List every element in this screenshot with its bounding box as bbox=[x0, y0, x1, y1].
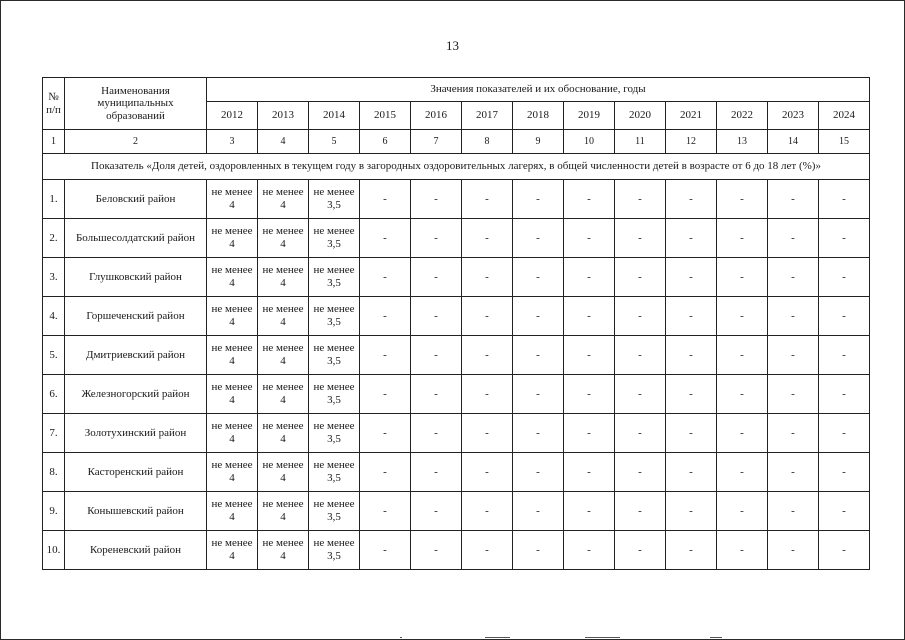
empty-value: - bbox=[411, 258, 462, 297]
empty-value: - bbox=[360, 336, 411, 375]
empty-value: - bbox=[615, 453, 666, 492]
empty-value: - bbox=[411, 492, 462, 531]
empty-value: - bbox=[360, 297, 411, 336]
empty-value: - bbox=[768, 531, 819, 570]
empty-value: - bbox=[513, 297, 564, 336]
empty-value: - bbox=[615, 219, 666, 258]
indicator-value: не менее 4 bbox=[207, 258, 258, 297]
header-row-top bbox=[43, 78, 870, 102]
indicator-value: не менее 4 bbox=[258, 375, 309, 414]
empty-value: - bbox=[717, 219, 768, 258]
row-number: 8. bbox=[43, 453, 65, 492]
year-header: 2019 bbox=[564, 102, 615, 130]
indicator-value: не менее 3,5 bbox=[309, 336, 360, 375]
column-number: 12 bbox=[666, 130, 717, 154]
table-row bbox=[43, 180, 870, 219]
table-row bbox=[43, 492, 870, 531]
indicator-row bbox=[43, 154, 870, 180]
empty-value: - bbox=[666, 258, 717, 297]
indicator-value: не менее 4 bbox=[207, 219, 258, 258]
column-number: 1 bbox=[43, 130, 65, 154]
empty-value: - bbox=[513, 375, 564, 414]
empty-value: - bbox=[564, 219, 615, 258]
indicator-value: не менее 4 bbox=[207, 297, 258, 336]
indicator-value: не менее 4 bbox=[258, 492, 309, 531]
table-row bbox=[43, 258, 870, 297]
year-header: 2023 bbox=[768, 102, 819, 130]
empty-value: - bbox=[819, 414, 870, 453]
empty-value: - bbox=[462, 453, 513, 492]
empty-value: - bbox=[819, 492, 870, 531]
column-number: 7 bbox=[411, 130, 462, 154]
year-header: 2017 bbox=[462, 102, 513, 130]
empty-value: - bbox=[411, 414, 462, 453]
empty-value: - bbox=[819, 180, 870, 219]
indicator-value: не менее 4 bbox=[207, 414, 258, 453]
empty-value: - bbox=[615, 531, 666, 570]
empty-value: - bbox=[615, 492, 666, 531]
empty-value: - bbox=[564, 531, 615, 570]
empty-value: - bbox=[411, 336, 462, 375]
header-municipality-name: Наименования муниципальных образований bbox=[65, 78, 207, 130]
page-number: 13 bbox=[446, 38, 459, 53]
table-row bbox=[43, 219, 870, 258]
empty-value: - bbox=[513, 531, 564, 570]
column-number: 5 bbox=[309, 130, 360, 154]
indicator-value: не менее 3,5 bbox=[309, 492, 360, 531]
municipality-name: Дмитриевский район bbox=[65, 336, 207, 375]
indicator-value: не менее 4 bbox=[258, 531, 309, 570]
year-header: 2013 bbox=[258, 102, 309, 130]
column-number: 14 bbox=[768, 130, 819, 154]
table-row bbox=[43, 375, 870, 414]
indicator-value: не менее 4 bbox=[207, 453, 258, 492]
row-number: 6. bbox=[43, 375, 65, 414]
year-header: 2012 bbox=[207, 102, 258, 130]
table-row bbox=[43, 297, 870, 336]
row-number: 3. bbox=[43, 258, 65, 297]
empty-value: - bbox=[615, 414, 666, 453]
empty-value: - bbox=[411, 453, 462, 492]
year-header: 2016 bbox=[411, 102, 462, 130]
indicator-value: не менее 4 bbox=[258, 297, 309, 336]
indicator-table bbox=[42, 77, 870, 570]
row-number: 5. bbox=[43, 336, 65, 375]
column-number: 15 bbox=[819, 130, 870, 154]
scan-edge-marks bbox=[0, 635, 905, 638]
indicator-value: не менее 3,5 bbox=[309, 375, 360, 414]
empty-value: - bbox=[717, 414, 768, 453]
indicator-value: не менее 3,5 bbox=[309, 180, 360, 219]
empty-value: - bbox=[411, 180, 462, 219]
row-number: 10. bbox=[43, 531, 65, 570]
municipality-name: Золотухинский район bbox=[65, 414, 207, 453]
year-header: 2022 bbox=[717, 102, 768, 130]
empty-value: - bbox=[768, 258, 819, 297]
empty-value: - bbox=[768, 492, 819, 531]
header-number: № п/п bbox=[43, 78, 65, 130]
empty-value: - bbox=[666, 297, 717, 336]
row-number: 4. bbox=[43, 297, 65, 336]
column-number: 6 bbox=[360, 130, 411, 154]
municipality-name: Кореневский район bbox=[65, 531, 207, 570]
empty-value: - bbox=[513, 219, 564, 258]
empty-value: - bbox=[513, 258, 564, 297]
empty-value: - bbox=[360, 531, 411, 570]
year-header: 2024 bbox=[819, 102, 870, 130]
empty-value: - bbox=[666, 414, 717, 453]
empty-value: - bbox=[819, 297, 870, 336]
header-values-title: Значения показателей и их обоснование, годы bbox=[207, 78, 870, 102]
column-number: 4 bbox=[258, 130, 309, 154]
column-number-row bbox=[43, 130, 870, 154]
empty-value: - bbox=[360, 414, 411, 453]
empty-value: - bbox=[768, 414, 819, 453]
year-header: 2015 bbox=[360, 102, 411, 130]
column-number: 2 bbox=[65, 130, 207, 154]
column-number: 9 bbox=[513, 130, 564, 154]
empty-value: - bbox=[615, 336, 666, 375]
empty-value: - bbox=[615, 258, 666, 297]
empty-value: - bbox=[462, 219, 513, 258]
empty-value: - bbox=[462, 375, 513, 414]
indicator-value: не менее 4 bbox=[258, 414, 309, 453]
empty-value: - bbox=[564, 336, 615, 375]
indicator-value: не менее 4 bbox=[258, 258, 309, 297]
empty-value: - bbox=[717, 336, 768, 375]
empty-value: - bbox=[513, 414, 564, 453]
empty-value: - bbox=[768, 336, 819, 375]
empty-value: - bbox=[564, 258, 615, 297]
indicator-value: не менее 4 bbox=[207, 180, 258, 219]
column-number: 13 bbox=[717, 130, 768, 154]
empty-value: - bbox=[513, 453, 564, 492]
year-header: 2018 bbox=[513, 102, 564, 130]
indicator-value: не менее 3,5 bbox=[309, 453, 360, 492]
empty-value: - bbox=[462, 297, 513, 336]
indicator-value: не менее 3,5 bbox=[309, 219, 360, 258]
empty-value: - bbox=[717, 492, 768, 531]
empty-value: - bbox=[768, 375, 819, 414]
empty-value: - bbox=[717, 453, 768, 492]
empty-value: - bbox=[564, 180, 615, 219]
column-number: 11 bbox=[615, 130, 666, 154]
empty-value: - bbox=[360, 219, 411, 258]
empty-value: - bbox=[666, 336, 717, 375]
empty-value: - bbox=[768, 453, 819, 492]
empty-value: - bbox=[411, 531, 462, 570]
row-number: 9. bbox=[43, 492, 65, 531]
empty-value: - bbox=[717, 297, 768, 336]
column-number: 10 bbox=[564, 130, 615, 154]
empty-value: - bbox=[513, 492, 564, 531]
indicator-value: не менее 4 bbox=[258, 336, 309, 375]
column-number: 8 bbox=[462, 130, 513, 154]
empty-value: - bbox=[615, 297, 666, 336]
indicator-value: не менее 3,5 bbox=[309, 414, 360, 453]
empty-value: - bbox=[666, 492, 717, 531]
empty-value: - bbox=[462, 336, 513, 375]
empty-value: - bbox=[462, 258, 513, 297]
indicator-value: не менее 4 bbox=[207, 492, 258, 531]
empty-value: - bbox=[819, 453, 870, 492]
row-number: 7. bbox=[43, 414, 65, 453]
empty-value: - bbox=[411, 375, 462, 414]
empty-value: - bbox=[462, 492, 513, 531]
indicator-value: не менее 4 bbox=[207, 336, 258, 375]
empty-value: - bbox=[819, 219, 870, 258]
empty-value: - bbox=[411, 219, 462, 258]
empty-value: - bbox=[768, 297, 819, 336]
indicator-value: не менее 4 bbox=[207, 375, 258, 414]
empty-value: - bbox=[411, 297, 462, 336]
empty-value: - bbox=[666, 531, 717, 570]
empty-value: - bbox=[666, 375, 717, 414]
empty-value: - bbox=[564, 453, 615, 492]
empty-value: - bbox=[717, 258, 768, 297]
municipality-name: Горшеченский район bbox=[65, 297, 207, 336]
indicator-value: не менее 3,5 bbox=[309, 258, 360, 297]
table-row bbox=[43, 531, 870, 570]
empty-value: - bbox=[615, 180, 666, 219]
empty-value: - bbox=[360, 180, 411, 219]
indicator-value: не менее 4 bbox=[258, 219, 309, 258]
empty-value: - bbox=[462, 180, 513, 219]
table-row bbox=[43, 414, 870, 453]
row-number: 1. bbox=[43, 180, 65, 219]
indicator-value: не менее 3,5 bbox=[309, 531, 360, 570]
empty-value: - bbox=[819, 375, 870, 414]
empty-value: - bbox=[513, 180, 564, 219]
empty-value: - bbox=[717, 531, 768, 570]
indicator-value: не менее 4 bbox=[258, 453, 309, 492]
column-number: 3 bbox=[207, 130, 258, 154]
municipality-name: Касторенский район bbox=[65, 453, 207, 492]
empty-value: - bbox=[666, 453, 717, 492]
empty-value: - bbox=[513, 336, 564, 375]
empty-value: - bbox=[360, 492, 411, 531]
table-row bbox=[43, 453, 870, 492]
empty-value: - bbox=[615, 375, 666, 414]
indicator-value: не менее 3,5 bbox=[309, 297, 360, 336]
empty-value: - bbox=[666, 219, 717, 258]
empty-value: - bbox=[819, 531, 870, 570]
empty-value: - bbox=[360, 375, 411, 414]
year-header: 2020 bbox=[615, 102, 666, 130]
empty-value: - bbox=[462, 414, 513, 453]
empty-value: - bbox=[666, 180, 717, 219]
year-header: 2014 bbox=[309, 102, 360, 130]
empty-value: - bbox=[564, 375, 615, 414]
row-number: 2. bbox=[43, 219, 65, 258]
empty-value: - bbox=[564, 297, 615, 336]
indicator-value: не менее 4 bbox=[258, 180, 309, 219]
municipality-name: Беловский район bbox=[65, 180, 207, 219]
empty-value: - bbox=[717, 180, 768, 219]
empty-value: - bbox=[564, 492, 615, 531]
table-row bbox=[43, 336, 870, 375]
empty-value: - bbox=[768, 219, 819, 258]
empty-value: - bbox=[717, 375, 768, 414]
empty-value: - bbox=[819, 336, 870, 375]
year-header: 2021 bbox=[666, 102, 717, 130]
indicator-value: не менее 4 bbox=[207, 531, 258, 570]
empty-value: - bbox=[819, 258, 870, 297]
empty-value: - bbox=[462, 531, 513, 570]
municipality-name: Железногорский район bbox=[65, 375, 207, 414]
empty-value: - bbox=[564, 414, 615, 453]
empty-value: - bbox=[360, 453, 411, 492]
indicator-caption: Показатель «Доля детей, оздоровленных в текущем году в загородных оздоровительных лагерях, в общей численности детей в возрасте от 6 до 18 лет (%)» bbox=[43, 154, 870, 180]
municipality-name: Конышевский район bbox=[65, 492, 207, 531]
municipality-name: Большесолдатский район bbox=[65, 219, 207, 258]
empty-value: - bbox=[360, 258, 411, 297]
empty-value: - bbox=[768, 180, 819, 219]
municipality-name: Глушковский район bbox=[65, 258, 207, 297]
